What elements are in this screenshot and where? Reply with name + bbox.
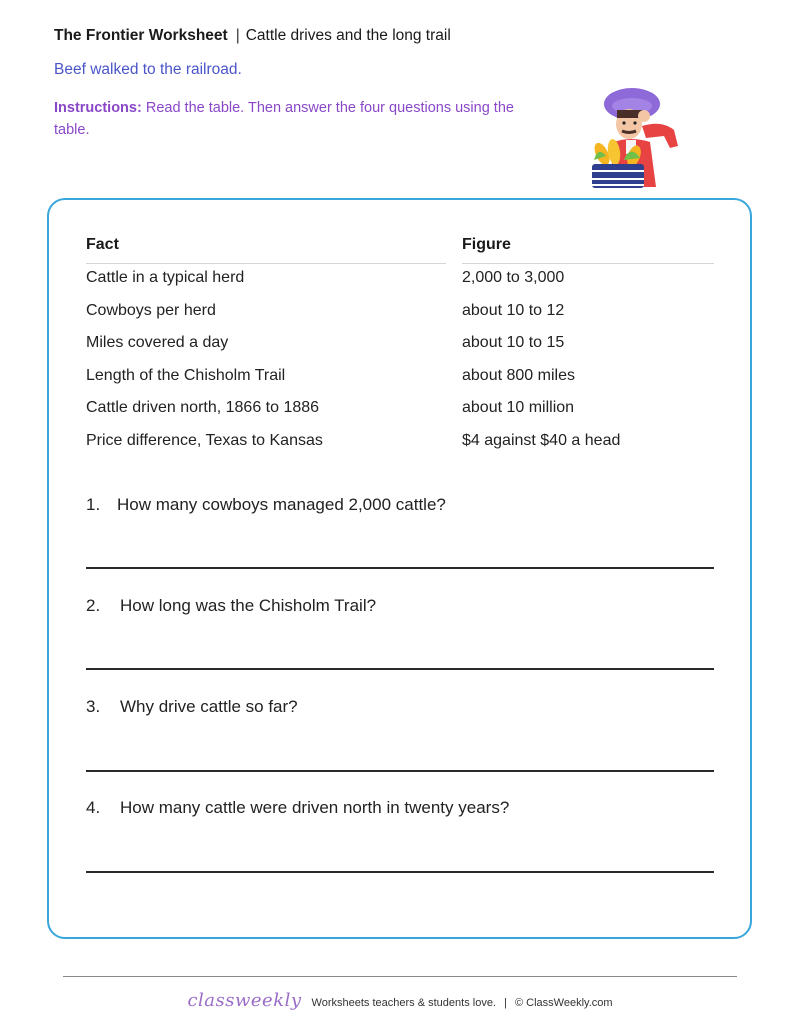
worksheet-topic: Cattle drives and the long trail xyxy=(245,27,451,44)
question-text: How many cowboys managed 2,000 cattle? xyxy=(117,495,446,514)
question-4 xyxy=(86,798,714,818)
answer-line-1[interactable] xyxy=(86,567,714,569)
classweekly-logo: classweekly xyxy=(187,990,302,1011)
question-2 xyxy=(86,596,714,616)
fact-cell: Price difference, Texas to Kansas xyxy=(86,431,323,449)
footer xyxy=(0,990,800,1011)
question-number: 2. xyxy=(86,596,101,615)
fact-cell: Length of the Chisholm Trail xyxy=(86,366,286,384)
question-number: 4. xyxy=(86,798,101,817)
figure-cell: about 10 to 15 xyxy=(462,334,565,351)
footer-separator: | xyxy=(504,997,507,1009)
answer-line-3[interactable] xyxy=(86,770,714,772)
column-header-fact: Fact xyxy=(86,236,119,253)
question-text: How many cattle were driven north in twenty years? xyxy=(120,798,510,817)
figure-cell: 2,000 to 3,000 xyxy=(462,269,565,286)
table-row xyxy=(86,427,714,460)
table-header-row xyxy=(86,236,714,264)
answer-line-4[interactable] xyxy=(86,871,714,873)
figure-cell: about 10 to 12 xyxy=(462,301,565,319)
cowboy-illustration-icon xyxy=(584,86,688,190)
fact-cell: Cattle driven north, 1866 to 1886 xyxy=(86,399,320,416)
question-1 xyxy=(86,495,714,515)
worksheet-brand: The Frontier Worksheet xyxy=(54,27,228,44)
table-row xyxy=(86,297,714,330)
question-text: How long was the Chisholm Trail? xyxy=(120,596,377,615)
fact-cell: Cowboys per herd xyxy=(86,301,216,319)
figure-cell: about 10 million xyxy=(462,399,575,416)
table-row xyxy=(86,362,714,395)
figure-cell: about 800 miles xyxy=(462,366,575,384)
answer-line-2[interactable] xyxy=(86,668,714,670)
worksheet-header xyxy=(54,27,451,45)
footer-divider xyxy=(63,976,737,977)
question-number: 3. xyxy=(86,697,101,716)
fact-cell: Cattle in a typical herd xyxy=(86,269,245,286)
instructions-text: Read the table. Then answer the four questions using the table. xyxy=(54,100,514,138)
fact-cell: Miles covered a day xyxy=(86,334,229,351)
figure-cell: $4 against $40 a head xyxy=(462,431,621,449)
question-text: Why drive cattle so far? xyxy=(120,697,298,716)
column-header-figure: Figure xyxy=(462,236,511,253)
table-row xyxy=(86,394,714,427)
table-row xyxy=(86,264,714,297)
header-separator: | xyxy=(235,27,240,44)
worksheet-subtitle: Beef walked to the railroad. xyxy=(54,61,242,78)
instructions xyxy=(54,97,534,141)
footer-copyright: © ClassWeekly.com xyxy=(514,997,613,1009)
question-number: 1. xyxy=(86,495,101,514)
instructions-label: Instructions: xyxy=(54,100,142,116)
table-row xyxy=(86,329,714,362)
facts-table xyxy=(86,236,714,459)
question-3 xyxy=(86,697,714,717)
footer-tagline: Worksheets teachers & students love. xyxy=(311,997,496,1009)
